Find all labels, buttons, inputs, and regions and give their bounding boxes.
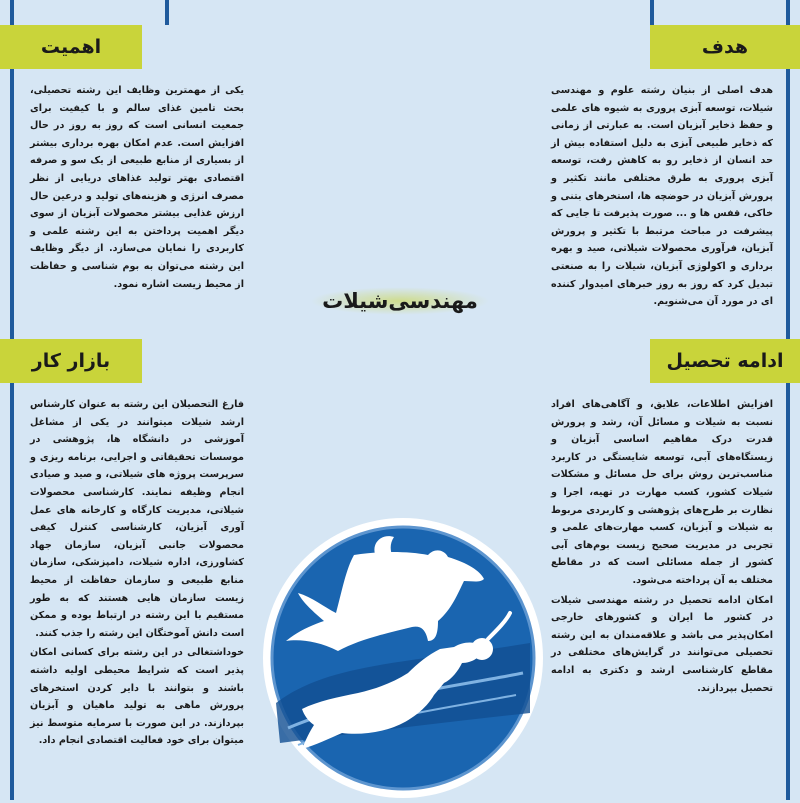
- separator-bar-mid-right: [650, 0, 654, 25]
- goal-text-block: [551, 82, 773, 313]
- goal-paragraph: هدف اصلی از بنیان رشته علوم و مهندسی شیلات، توسعه آبزی پروری به شیوه های علمی و حفظ ذخایر آبزیان است. به عبارتی از زمانی که ذخایر طبیعی آبزی به دلیل استفاده بیش از حد انسان از ذخایر رو به کاهش رفت، توسعه آبزی پروری به طرق مختلفی مانند تکثیر و پرورش آبزیان در حوضچه ها، استخرهای بتنی و خاکی، قفس ها و ... صورت پذیرفت تا جایی که پیشرفت در مباحث مرتبط با تکثیر و پرورش آبزیان، فرآوری محصولات شیلاتی، صید و بهره برداری و اکولوژی آبزیان، شیلات را به صنعتی تبدیل کرد که روز به روز خبرهای امیدوار کننده ای در مورد آن می‌شنویم.: [551, 85, 773, 308]
- page-title-text: مهندسی‌شیلات: [322, 289, 478, 313]
- further-study-paragraph-1: افزایش اطلاعات، علایق، و آگاهی‌های افراد نسبت به شیلات و مسائل آن، رشد و پرورش قدرت درک مفاهیم اساسی آبزیان و زیستگاه‌های آبی، توسعه شایستگی در کاربرد مناسب‌ترین روش برای حل مسائل و مشکلات شیلات کشور، کسب مهارت در تهیه، اجرا و نظارت بر طرح‌های پژوهشی و کاربردی مربوط به شیلات و آبزیان، کسب مهارت‌های علمی و تجربی در مدیریت صحیح زیست بوم‌های آبی کشور از جمله مسائلی است که در مقاطع مختلف به آن پرداخته می‌شود.: [551, 399, 773, 586]
- further-study-text-block: [551, 396, 773, 699]
- separator-bar-left: [10, 0, 14, 800]
- dolphin-and-diver-icon: [258, 513, 548, 803]
- page-title: [305, 283, 495, 319]
- separator-bar-mid-left: [165, 0, 169, 25]
- goal-title: هدف: [701, 36, 749, 58]
- job-market-paragraph-1: فارغ التحصیلان این رشته به عنوان کارشناس ارشد شیلات میتوانند در یکی از مشاغل آموزشی در دانشگاه ها، پژوهشی در موسسات تحقیقاتی و اجرایی، برنامه ریزی و سرپرست پروژه های شیلاتی، و صید و صیادی انجام وظیفه نمایند. کارشناسی محصولات شیلاتی، مدیریت کارگاه و کارخانه های عمل آوری آبزیان، کارشناسی کنترل کیفی محصولات جانبی آبزیان، سازمان جهاد کشاورزی، اداره شیلات، دامپزشکی، سازمان منابع طبیعی و سازمان حفاظت از محیط زیست سازمان هایی هستند که به طور مستقیم با این رشته در ارتباط بوده و ممکن است دانش آموختگان این رشته را جذب کنند.: [30, 399, 244, 639]
- importance-title-tab: [0, 25, 142, 69]
- further-study-title: ادامه تحصیل: [666, 350, 784, 372]
- separator-bar-right: [786, 0, 790, 800]
- goal-title-tab: [650, 25, 800, 69]
- job-market-title: بازار کار: [31, 350, 111, 372]
- importance-text-block: [30, 82, 244, 295]
- further-study-paragraph-2: امکان ادامه تحصیل در رشته مهندسی شیلات در کشور ما ایران و کشورهای خارجی امکان‌پذیر می باشد و علاقه‌مندان به این رشته تحصیلی می‌توانند در گرایش‌های مختلفی در مقاطع کارشناسی ارشد و دکتری به ادامه تحصیل بپردازند.: [551, 594, 773, 694]
- job-market-text-block: [30, 396, 244, 752]
- further-study-title-tab: [650, 339, 800, 383]
- importance-title: اهمیت: [40, 36, 102, 58]
- job-market-paragraph-2: خوداشتغالی در این رشته برای کسانی امکان پذیر است که شرایط محیطی اولیه داشته باشند و بتوانند با دایر کردن استخرهای پرورش ماهی به تولید ماهیان و آبزیان بپردازند. در این صورت با سرمایه متوسط نیز میتوان برای خود فعالیت اقتصادی انجام داد.: [30, 647, 244, 747]
- job-market-title-tab: [0, 339, 142, 383]
- importance-paragraph: یکی از مهمترین وظایف این رشته تحصیلی، بحث تامین غذای سالم و با کیفیت برای جمعیت انسانی است که روز به روز در حال افزایش است. عدم امکان بهره برداری بیشتر از بسیاری از منابع طبیعی از یک سو و صرفه اقتصادی بهتر تولید غذاهای دریایی از نظر مصرف انرژی و هزینه‌های تولید و درعین حال ارزش غذایی بیشتر محصولات آبزیان از سوی دیگر اهمیت پرداختن به این رشته علمی و کاربردی را نمایان می‌سازد. از دیگر وظایف این رشته می‌توان به بوم شناسی و حفاظت از محیط زیست اشاره نمود.: [30, 85, 244, 290]
